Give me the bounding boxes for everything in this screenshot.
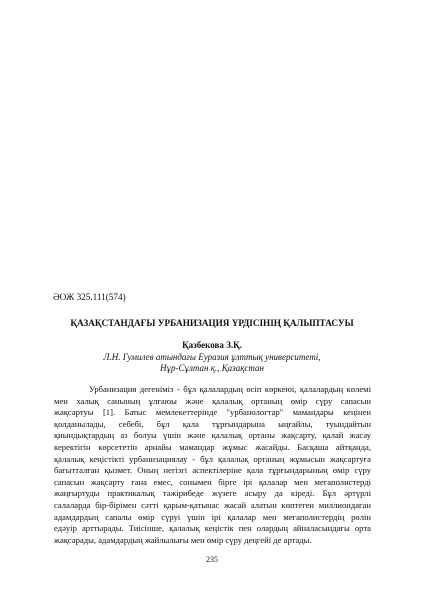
body-line: мен халық санының ұлғаюы және қалалық ортаның өмір сүру сапасын: [54, 395, 371, 406]
body-line: адамдардың сапалы өмір сүруі үшін ірі қалалар мен мегаполистердің рөлін: [54, 511, 371, 522]
body-line: салаларда бір-бірімен сәтті қарым-қатынас жасай алатын көптеген миллиондаған: [54, 499, 371, 510]
body-line: жақсартуы [1]. Батыс мемлекеттерінде "урбанологтар" мамандары кеңінен: [54, 407, 371, 418]
udc-code: ӘОЖ 325.111(574): [53, 292, 126, 302]
body-line: жақсарады, адамдардың жайлылығы мен өмір сүру деңгейі де артады.: [54, 534, 312, 545]
body-line: қиындықтардың аз болуы үшін және қалалық ортаны жақсарту, қалай жасау: [54, 430, 371, 441]
article-title: ҚАЗАҚСТАНДАҒЫ УРБАНИЗАЦИЯ ҮРДІСІНІҢ ҚАЛЫПТАСУЫ: [70, 318, 354, 328]
author-block: [0, 340, 424, 375]
body-line: Урбанизация дегеніміз - бұл қалалардың өсіп көркеюі, қалалардың көлемі: [89, 384, 371, 394]
affiliation-line: Нұр-Сұлтан қ., Қазақстан: [160, 363, 264, 373]
body-line: сапасын жақсарту ғана емес, сонымен бірге ірі қалалар мен мегаполистерді: [54, 476, 371, 487]
body-line: қолданылады, себебі, бұл қала тұрғындарына ыңғайлы, туындайтын: [54, 418, 371, 429]
author-name: Қазбекова З.Қ.: [182, 340, 242, 350]
body-line: едәуір арттырады. Тиісінше, қалалық кеңістік пен олардың айналасындағы орта: [54, 523, 371, 534]
affiliation-line: Л.Н. Гумилев атындағы Еуразия ұлттық университеті,: [103, 351, 321, 362]
body-line: керектігін көрсететін арнайы мамандар жұмыс жасайды. Басқаша айтқанда,: [54, 441, 371, 452]
body-line: жаңғыртуды практикалық тәжірибеде жүзеге асыру да кіреді. Бұл әртүрлі: [54, 488, 371, 499]
body-line: қалалық кеңістікті урбанизациялау - бұл қалалық ортаның жұмысын жақсартуға: [54, 453, 371, 464]
body-line: бағытталған қызмет. Оның негізгі аспектілеріне қала тұрғындарының өмір сүру: [54, 465, 371, 476]
page-number: 235: [206, 555, 218, 564]
article-body: [54, 384, 371, 546]
